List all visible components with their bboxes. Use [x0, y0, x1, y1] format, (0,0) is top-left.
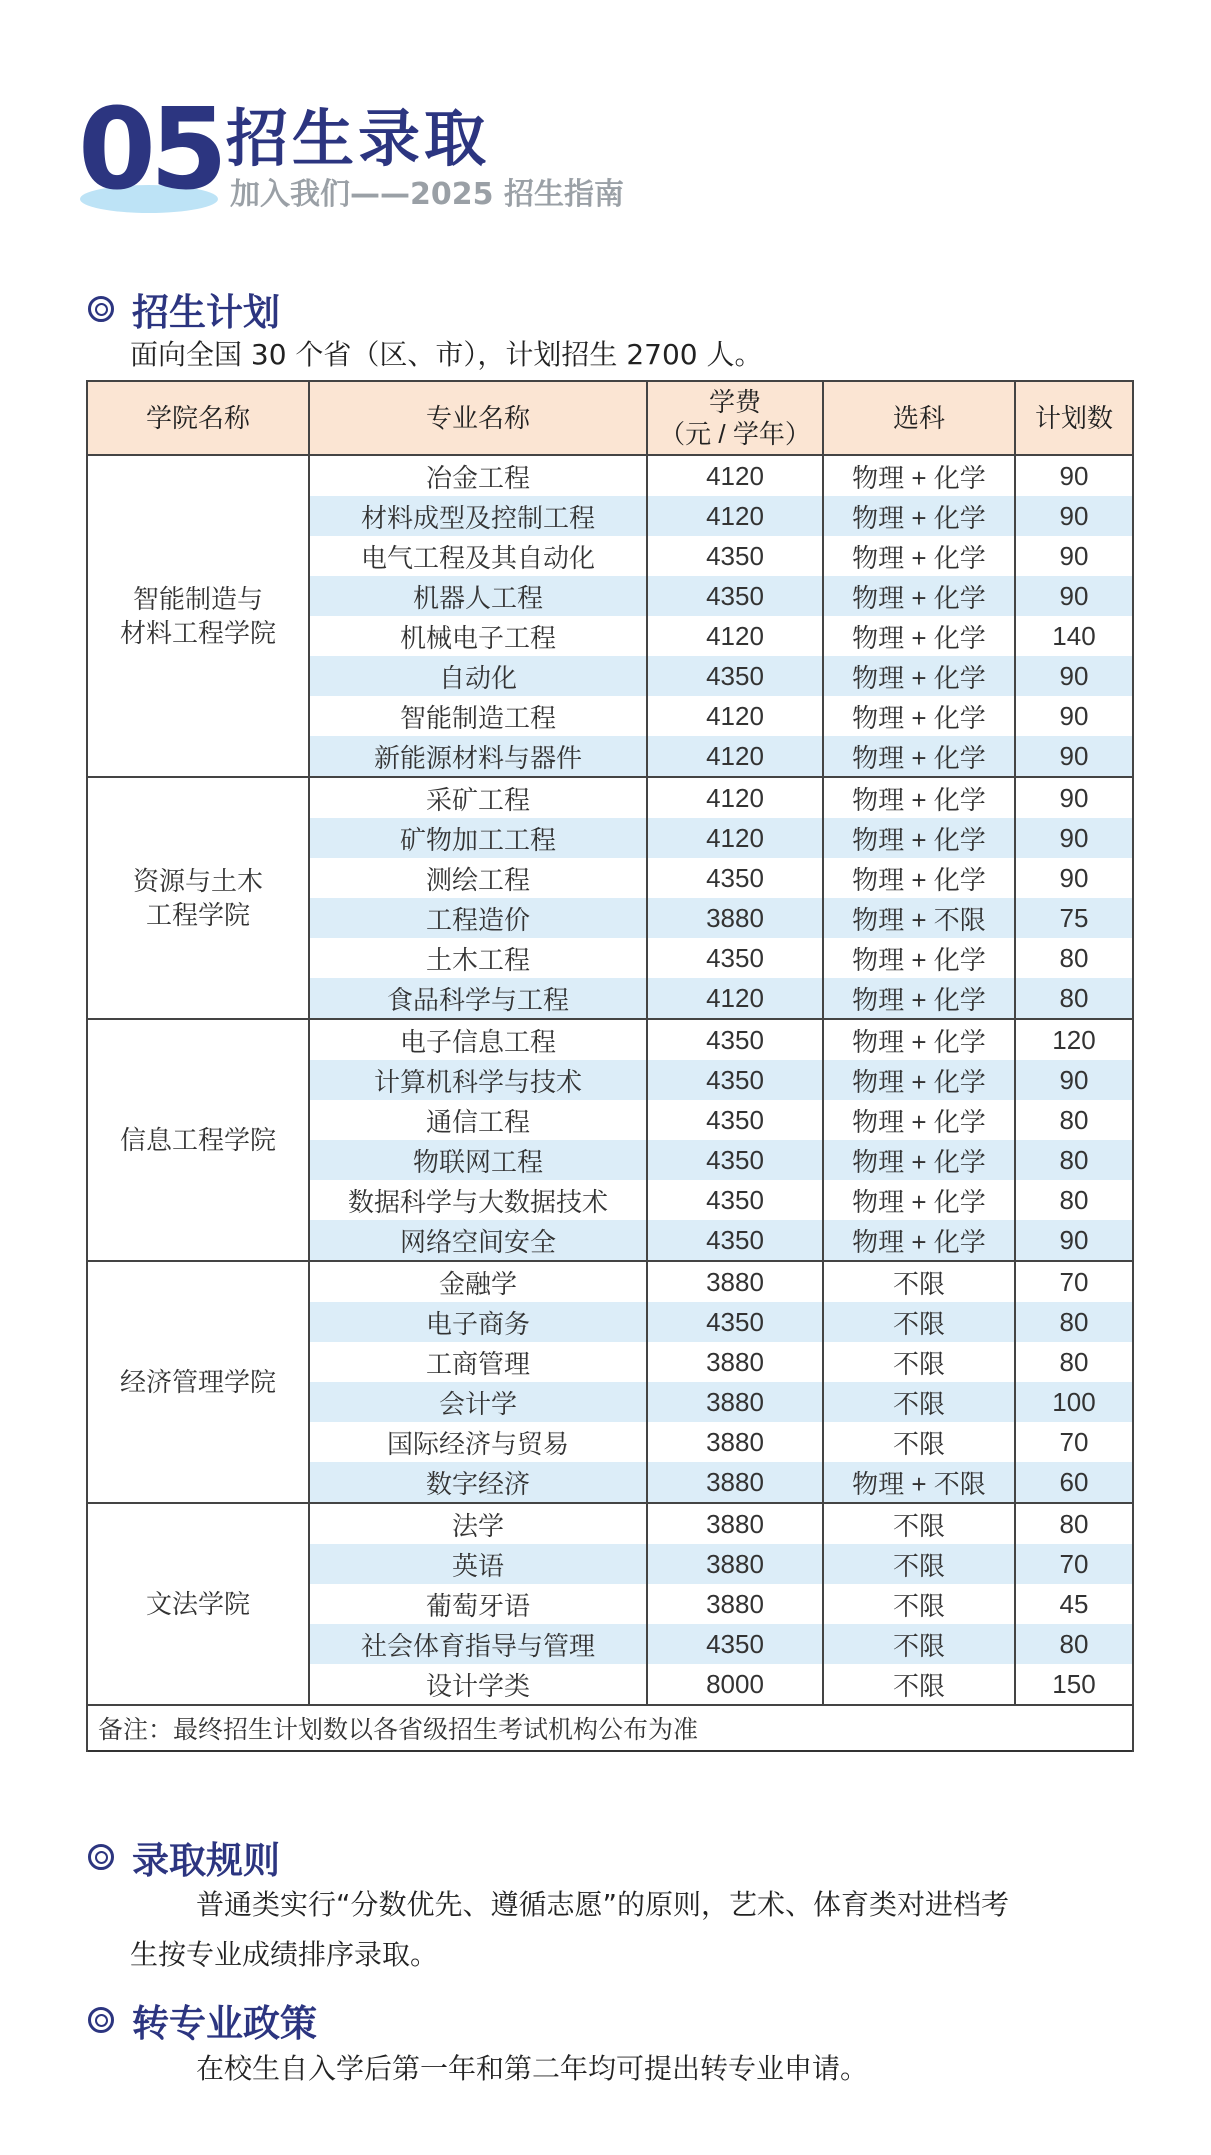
transfer-heading-label: 转专业政策 [132, 2002, 317, 2045]
header-subject: 选科 [823, 381, 1015, 455]
major-name-cell: 设计学类 [309, 1664, 647, 1705]
plan-intro: 面向全国 30 个省（区、市），计划招生 2700 人。 [130, 338, 763, 371]
header-tuition [647, 381, 823, 455]
major-name-cell: 土木工程 [309, 938, 647, 978]
tuition-cell: 4350 [647, 1100, 823, 1140]
tuition-cell: 4120 [647, 736, 823, 777]
plan-count-cell: 80 [1015, 938, 1133, 978]
plan-count-cell: 90 [1015, 818, 1133, 858]
major-name-cell: 电子商务 [309, 1302, 647, 1342]
college-name-line1: 信息工程学院 [119, 1125, 276, 1155]
major-name-cell: 数据科学与大数据技术 [309, 1180, 647, 1220]
tuition-cell: 3880 [647, 1342, 823, 1382]
table-header-row [87, 381, 1133, 455]
subject-cell: 物理 + 化学 [823, 1180, 1015, 1220]
subject-cell: 物理 + 化学 [823, 777, 1015, 818]
admission-heading-label: 录取规则 [132, 1839, 280, 1882]
subject-cell: 不限 [823, 1422, 1015, 1462]
plan-count-cell: 120 [1015, 1019, 1133, 1060]
tuition-cell: 3880 [647, 1584, 823, 1624]
plan-count-cell: 70 [1015, 1261, 1133, 1302]
subject-cell: 不限 [823, 1584, 1015, 1624]
tuition-cell: 4350 [647, 576, 823, 616]
plan-count-cell: 90 [1015, 696, 1133, 736]
subject-cell: 物理 + 化学 [823, 616, 1015, 656]
major-name-cell: 采矿工程 [309, 777, 647, 818]
plan-count-cell: 90 [1015, 736, 1133, 777]
tuition-cell: 4350 [647, 1302, 823, 1342]
table-row [87, 1503, 1133, 1544]
subject-cell: 物理 + 化学 [823, 696, 1015, 736]
tuition-cell: 4350 [647, 1140, 823, 1180]
tuition-cell: 3880 [647, 1382, 823, 1422]
plan-count-cell: 90 [1015, 777, 1133, 818]
page-subtitle: 加入我们——2025 招生指南 [230, 177, 624, 212]
header-tuition-line2: （元 / 学年） [659, 419, 811, 449]
subject-cell: 物理 + 化学 [823, 656, 1015, 696]
plan-count-cell: 70 [1015, 1422, 1133, 1462]
plan-count-cell: 90 [1015, 858, 1133, 898]
subject-cell: 不限 [823, 1261, 1015, 1302]
plan-count-cell: 70 [1015, 1544, 1133, 1584]
double-circle-icon [88, 1844, 114, 1870]
plan-count-cell: 100 [1015, 1382, 1133, 1422]
subject-cell: 物理 + 化学 [823, 858, 1015, 898]
tuition-cell: 4120 [647, 978, 823, 1019]
subject-cell: 物理 + 化学 [823, 536, 1015, 576]
tuition-cell: 3880 [647, 1503, 823, 1544]
note-row [87, 1705, 1133, 1751]
college-name-cell [87, 1261, 309, 1503]
major-name-cell: 新能源材料与器件 [309, 736, 647, 777]
major-name-cell: 英语 [309, 1544, 647, 1584]
subject-cell: 物理 + 化学 [823, 1220, 1015, 1261]
plan-count-cell: 75 [1015, 898, 1133, 938]
tuition-cell: 4350 [647, 1624, 823, 1664]
plan-count-cell: 90 [1015, 496, 1133, 536]
college-name-line1: 智能制造与 [132, 584, 263, 614]
plan-count-cell: 150 [1015, 1664, 1133, 1705]
subject-cell: 物理 + 化学 [823, 1100, 1015, 1140]
major-name-cell: 电子信息工程 [309, 1019, 647, 1060]
tuition-cell: 4120 [647, 455, 823, 496]
admission-line2: 生按专业成绩排序录取。 [130, 1938, 439, 1971]
tuition-cell: 4350 [647, 938, 823, 978]
major-name-cell: 工程造价 [309, 898, 647, 938]
college-name-cell [87, 777, 309, 1019]
tuition-cell: 4350 [647, 1019, 823, 1060]
note-text: 备注：最终招生计划数以各省级招生考试机构公布为准 [87, 1705, 1133, 1751]
subject-cell: 不限 [823, 1342, 1015, 1382]
plan-count-cell: 90 [1015, 1220, 1133, 1261]
major-name-cell: 工商管理 [309, 1342, 647, 1382]
plan-count-cell: 90 [1015, 1060, 1133, 1100]
major-name-cell: 矿物加工工程 [309, 818, 647, 858]
subject-cell: 不限 [823, 1544, 1015, 1584]
header-count: 计划数 [1015, 381, 1133, 455]
major-name-cell: 电气工程及其自动化 [309, 536, 647, 576]
major-name-cell: 网络空间安全 [309, 1220, 647, 1261]
tuition-cell: 4350 [647, 1180, 823, 1220]
plan-count-cell: 80 [1015, 1503, 1133, 1544]
tuition-cell: 4120 [647, 496, 823, 536]
major-name-cell: 材料成型及控制工程 [309, 496, 647, 536]
plan-count-cell: 80 [1015, 1624, 1133, 1664]
plan-count-cell: 80 [1015, 1140, 1133, 1180]
major-name-cell: 国际经济与贸易 [309, 1422, 647, 1462]
subject-cell: 物理 + 化学 [823, 938, 1015, 978]
major-name-cell: 物联网工程 [309, 1140, 647, 1180]
plan-count-cell: 80 [1015, 1342, 1133, 1382]
subject-cell: 物理 + 不限 [823, 1462, 1015, 1503]
plan-heading [88, 282, 280, 336]
plan-count-cell: 80 [1015, 1180, 1133, 1220]
admission-line1: 普通类实行“分数优先、遵循志愿”的原则，艺术、体育类对进档考 [196, 1888, 1010, 1921]
major-name-cell: 葡萄牙语 [309, 1584, 647, 1624]
tuition-cell: 3880 [647, 1261, 823, 1302]
college-name-cell [87, 1503, 309, 1705]
major-name-cell: 计算机科学与技术 [309, 1060, 647, 1100]
subject-cell: 物理 + 化学 [823, 978, 1015, 1019]
tuition-cell: 3880 [647, 1544, 823, 1584]
subject-cell: 物理 + 化学 [823, 576, 1015, 616]
tuition-cell: 4350 [647, 536, 823, 576]
tuition-cell: 4350 [647, 1220, 823, 1261]
double-circle-icon [88, 2007, 114, 2033]
subject-cell: 物理 + 化学 [823, 496, 1015, 536]
plan-count-cell: 90 [1015, 455, 1133, 496]
plan-count-cell: 80 [1015, 978, 1133, 1019]
subject-cell: 不限 [823, 1503, 1015, 1544]
subject-cell: 不限 [823, 1382, 1015, 1422]
major-name-cell: 机械电子工程 [309, 616, 647, 656]
table-row [87, 455, 1133, 496]
major-name-cell: 机器人工程 [309, 576, 647, 616]
major-name-cell: 金融学 [309, 1261, 647, 1302]
major-name-cell: 自动化 [309, 656, 647, 696]
college-name-line1: 文法学院 [145, 1589, 250, 1619]
plan-count-cell: 140 [1015, 616, 1133, 656]
college-name-cell [87, 1019, 309, 1261]
plan-count-cell: 90 [1015, 536, 1133, 576]
table-row [87, 1019, 1133, 1060]
college-name-cell [87, 455, 309, 777]
major-name-cell: 社会体育指导与管理 [309, 1624, 647, 1664]
major-name-cell: 食品科学与工程 [309, 978, 647, 1019]
admission-heading [88, 1830, 280, 1884]
subject-cell: 物理 + 化学 [823, 1060, 1015, 1100]
subject-cell: 物理 + 不限 [823, 898, 1015, 938]
plan-heading-label: 招生计划 [132, 291, 280, 334]
major-name-cell: 数字经济 [309, 1462, 647, 1503]
subject-cell: 物理 + 化学 [823, 736, 1015, 777]
subject-cell: 物理 + 化学 [823, 455, 1015, 496]
enrollment-plan-table [86, 380, 1134, 1752]
college-name-line2: 材料工程学院 [119, 618, 276, 648]
page-header [78, 85, 778, 230]
major-name-cell: 冶金工程 [309, 455, 647, 496]
plan-count-cell: 90 [1015, 656, 1133, 696]
college-name-line1: 经济管理学院 [119, 1367, 276, 1397]
tuition-cell: 4350 [647, 858, 823, 898]
subject-cell: 物理 + 化学 [823, 818, 1015, 858]
college-name-line1: 资源与土木 [132, 866, 263, 896]
header-major: 专业名称 [309, 381, 647, 455]
subject-cell: 不限 [823, 1624, 1015, 1664]
plan-count-cell: 60 [1015, 1462, 1133, 1503]
section-number: 05 [78, 85, 222, 215]
tuition-cell: 4120 [647, 696, 823, 736]
subject-cell: 不限 [823, 1302, 1015, 1342]
tuition-cell: 4120 [647, 616, 823, 656]
table-row [87, 777, 1133, 818]
plan-count-cell: 90 [1015, 576, 1133, 616]
double-circle-icon [88, 296, 114, 322]
major-name-cell: 法学 [309, 1503, 647, 1544]
header-tuition-line1: 学费 [708, 387, 761, 417]
subject-cell: 物理 + 化学 [823, 1140, 1015, 1180]
tuition-cell: 4120 [647, 818, 823, 858]
tuition-cell: 4350 [647, 1060, 823, 1100]
tuition-cell: 4350 [647, 656, 823, 696]
header-college: 学院名称 [87, 381, 309, 455]
major-name-cell: 智能制造工程 [309, 696, 647, 736]
major-name-cell: 通信工程 [309, 1100, 647, 1140]
plan-count-cell: 80 [1015, 1302, 1133, 1342]
subject-cell: 不限 [823, 1664, 1015, 1705]
tuition-cell: 4120 [647, 777, 823, 818]
page-title: 招生录取 [226, 102, 491, 175]
plan-count-cell: 45 [1015, 1584, 1133, 1624]
major-name-cell: 会计学 [309, 1382, 647, 1422]
college-name-line2: 工程学院 [145, 900, 250, 930]
tuition-cell: 3880 [647, 1462, 823, 1503]
transfer-heading [88, 1993, 317, 2047]
tuition-cell: 3880 [647, 1422, 823, 1462]
transfer-text: 在校生自入学后第一年和第二年均可提出转专业申请。 [196, 2052, 869, 2085]
plan-count-cell: 80 [1015, 1100, 1133, 1140]
major-name-cell: 测绘工程 [309, 858, 647, 898]
subject-cell: 物理 + 化学 [823, 1019, 1015, 1060]
table-row [87, 1261, 1133, 1302]
tuition-cell: 8000 [647, 1664, 823, 1705]
tuition-cell: 3880 [647, 898, 823, 938]
